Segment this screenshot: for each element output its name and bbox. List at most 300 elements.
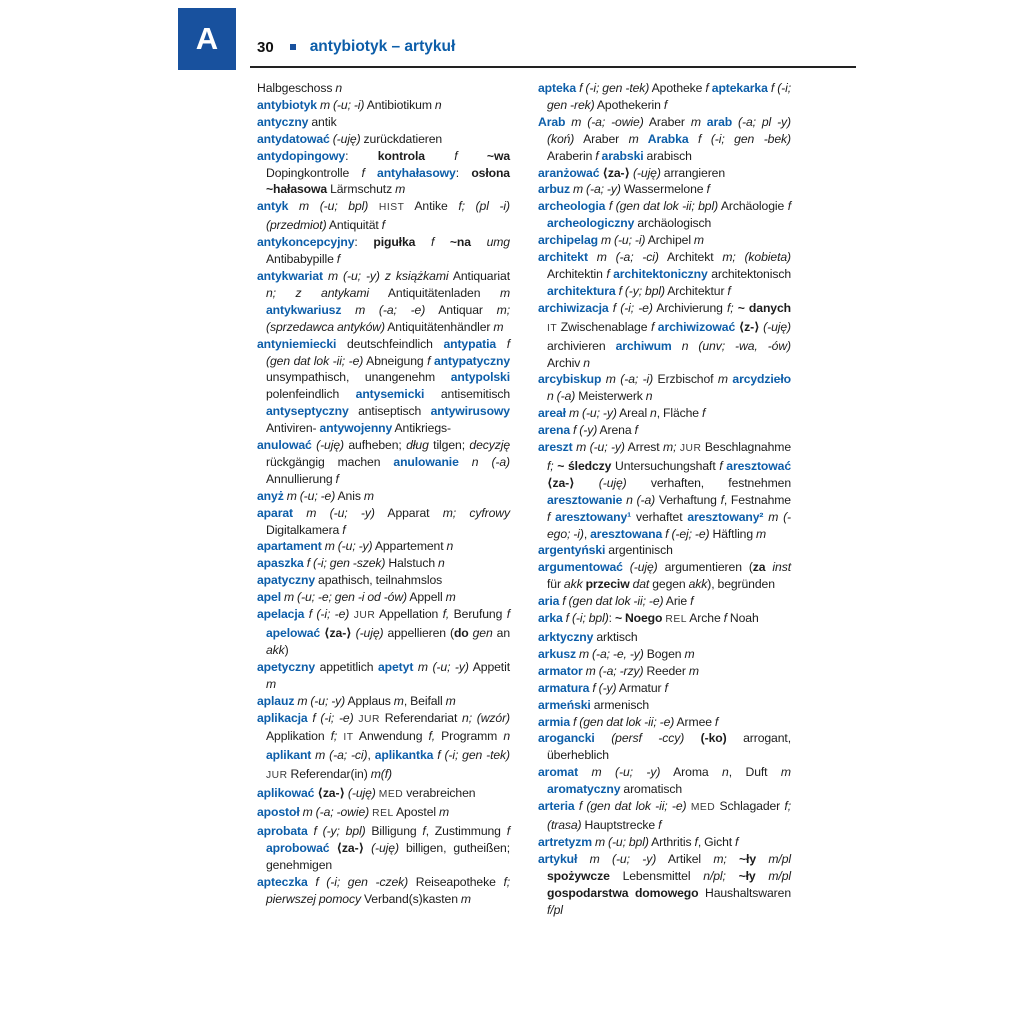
- dictionary-entry: [538, 165, 791, 182]
- entry-text: f; (trasa): [547, 799, 791, 832]
- dictionary-entry: [257, 589, 510, 606]
- entry-text: , Beifall: [403, 693, 446, 708]
- dictionary-entry: [257, 606, 510, 659]
- entry-text: Appartement: [372, 539, 447, 554]
- dictionary-entry: [257, 198, 510, 234]
- entry-text: ,: [583, 526, 591, 541]
- headword: archeologia: [538, 199, 606, 214]
- headword: artretyzm: [538, 834, 592, 849]
- dictionary-entry: [538, 697, 791, 714]
- entry-text: m;: [663, 440, 677, 455]
- headword: antykoncepcyjny: [257, 235, 355, 250]
- entry-text: Reeder: [643, 663, 689, 678]
- dictionary-entry: [257, 572, 510, 589]
- entry-text: f: [664, 680, 668, 695]
- entry-text: , Zustimmung: [425, 823, 507, 838]
- entry-text: m (-u; -y): [565, 406, 617, 421]
- entry-text: rückgängig machen: [266, 454, 394, 469]
- headword: aresztowany¹: [550, 509, 632, 524]
- entry-text: n: [446, 539, 454, 554]
- headword: arbuz: [538, 182, 571, 197]
- entry-text: REL: [662, 614, 687, 626]
- dictionary-entry: [538, 542, 791, 559]
- dictionary-entry: [538, 232, 791, 249]
- headword: aplikant: [266, 748, 312, 763]
- entry-text: Berufung: [449, 607, 507, 622]
- entry-text: f: [723, 611, 727, 626]
- headword: areszt: [538, 440, 573, 455]
- entry-text: f (-i; bpl): [562, 611, 609, 626]
- entry-text: argumentieren (: [657, 560, 753, 575]
- headword: antyseptyczny: [266, 404, 349, 419]
- entry-text: m (-u; -y): [577, 851, 657, 866]
- entry-text: m: [395, 182, 406, 197]
- entry-text: m: [445, 693, 456, 708]
- dictionary-entry: [538, 198, 791, 232]
- entry-text: akk: [563, 577, 583, 592]
- entry-text: Appellation: [375, 607, 443, 622]
- entry-text: f: [787, 199, 791, 214]
- entry-text: dat: [629, 577, 650, 592]
- entry-text: (-uję): [329, 131, 361, 146]
- headword: antyk: [257, 199, 289, 214]
- entry-text: verhaften, festnehmen: [626, 475, 791, 490]
- headword: apelacja: [257, 607, 305, 622]
- entry-text: f: [663, 97, 668, 112]
- headword: apetyczny: [257, 659, 316, 674]
- entry-text: ~ Noego: [614, 611, 663, 626]
- entry-text: f: [720, 492, 724, 507]
- dictionary-entry: [538, 181, 791, 198]
- headword: antywojenny: [319, 421, 393, 436]
- entry-text: n (-a): [458, 454, 510, 469]
- header-rule: [250, 66, 856, 68]
- entry-text: Apotheke: [649, 81, 706, 95]
- entry-text: f (-y): [570, 423, 598, 438]
- entry-text: akk: [266, 642, 285, 657]
- column-left: [257, 80, 510, 918]
- entry-text: ⟨za-⟩: [599, 165, 630, 180]
- dictionary-entry: [257, 804, 510, 823]
- entry-text: f (-y; bpl): [307, 823, 366, 838]
- entry-text: m (-ego; -i): [547, 509, 792, 541]
- entry-text: arabisch: [643, 148, 692, 163]
- entry-text: m (-a; -e, -y): [576, 646, 644, 661]
- entry-text: m: [688, 663, 699, 678]
- entry-text: für: [547, 577, 564, 592]
- entry-text: f: [719, 458, 723, 473]
- entry-text: arrogant, überheblich: [547, 731, 791, 763]
- entry-text: archäologisch: [634, 216, 712, 231]
- headword: apetyt: [377, 659, 414, 674]
- headword: arena: [538, 423, 571, 438]
- entry-text: akk: [688, 577, 708, 592]
- entry-text: ⟨za-⟩: [320, 626, 352, 640]
- entry-text: f: [650, 319, 655, 334]
- headword: arogancki: [538, 731, 595, 746]
- entry-text: m(f): [370, 767, 392, 782]
- headword: antyczny: [257, 114, 309, 129]
- entry-text: Architekt: [658, 250, 723, 265]
- entry-text: Archivierung: [652, 300, 728, 315]
- entry-text: m: [684, 646, 695, 661]
- entry-text: (persf -ccy): [594, 731, 685, 746]
- entry-text: Antiquitätenladen: [369, 285, 500, 300]
- headword: anyż: [257, 488, 284, 503]
- entry-text: m (-a; -rzy): [582, 663, 644, 678]
- entry-text: m: [493, 319, 504, 334]
- headword: arab: [700, 114, 733, 129]
- dictionary-entry: [257, 505, 510, 539]
- headword: antypatia: [443, 336, 497, 351]
- entry-text: zurückdatieren: [360, 131, 443, 146]
- entry-text: n: [503, 729, 510, 744]
- entry-text: m: [756, 526, 767, 541]
- headword: aplikacja: [257, 710, 308, 725]
- headword: aromat: [538, 765, 579, 780]
- entry-text: (-uję): [574, 475, 627, 490]
- entry-text: Bogen: [643, 646, 685, 661]
- headword: areał: [538, 406, 566, 421]
- dictionary-entry: [538, 730, 791, 764]
- entry-text: ~ły: [725, 868, 756, 883]
- entry-text: , Festnahme: [723, 492, 791, 507]
- entry-text: , Duft: [728, 765, 781, 780]
- entry-text: Applikation: [266, 729, 331, 744]
- headword: armatura: [538, 680, 590, 695]
- entry-text: Referendariat: [379, 710, 463, 725]
- headword: apteka: [538, 81, 577, 95]
- entry-text: Schlagader: [715, 799, 785, 814]
- entry-text: aromatisch: [620, 782, 683, 797]
- column-right: [538, 80, 791, 918]
- entry-text: m (-a; -owie): [299, 805, 370, 820]
- entry-text: Billigung: [365, 823, 423, 838]
- entry-text: f: [701, 406, 706, 421]
- entry-text: antiseptisch: [348, 404, 431, 419]
- headword: aptekarka: [708, 81, 768, 95]
- entry-text: f (-i; gen -czek): [307, 874, 409, 889]
- dictionary-entry: [538, 405, 791, 422]
- entry-text: f (-i; gen -tek): [433, 748, 511, 763]
- entry-text: n (-a): [622, 492, 656, 507]
- dictionary-entry: [257, 336, 510, 437]
- dictionary-entry: [257, 97, 510, 114]
- entry-text: Apothekerin: [594, 97, 664, 112]
- entry-text: archivieren: [547, 338, 616, 353]
- entry-text: n: [437, 556, 445, 571]
- dictionary-entry: [538, 249, 791, 300]
- dictionary-entry: [257, 874, 510, 908]
- dictionary-entry: [538, 80, 791, 114]
- entry-text: f: [361, 165, 365, 180]
- entry-text: f: [415, 235, 435, 250]
- headword: aplikować: [257, 786, 315, 801]
- headword: aresztowanie: [547, 492, 623, 507]
- dictionary-entry: [538, 646, 791, 663]
- square-bullet-icon: [290, 44, 296, 50]
- entry-text: m: [693, 233, 704, 248]
- entry-text: f: [735, 834, 739, 849]
- entry-text: Archiv: [547, 355, 584, 370]
- entry-text: architektonisch: [707, 266, 791, 281]
- entry-text: f (-i; gen -tek): [576, 81, 650, 95]
- dictionary-entry: [538, 300, 791, 372]
- entry-text: Abneigung: [363, 353, 428, 368]
- entry-text: f; pierwszej pomocy: [266, 874, 511, 906]
- entry-text: appetitlich: [315, 659, 378, 674]
- entry-text: JUR: [676, 443, 702, 455]
- dictionary-entry: [538, 851, 791, 919]
- entry-text: m: [393, 693, 404, 708]
- entry-text: inst: [765, 560, 791, 575]
- entry-text: MED: [375, 789, 404, 801]
- headword: antypatyczny: [430, 353, 511, 368]
- entry-text: (-ko): [684, 731, 727, 746]
- dictionary-entry: [538, 593, 791, 610]
- entry-text: f (-i; -e): [608, 300, 653, 315]
- entry-text: Arrest: [624, 440, 664, 455]
- entry-text: (-uję): [364, 840, 399, 855]
- headword: arka: [538, 611, 563, 626]
- dictionary-entry: [257, 538, 510, 555]
- entry-text: m (-u; -i): [316, 97, 365, 112]
- entry-text: Antike: [404, 199, 459, 214]
- entry-text: f;: [727, 300, 734, 315]
- entry-text: Archipel: [645, 233, 694, 248]
- entry-text: (-uję): [759, 319, 791, 334]
- text-columns: [257, 80, 791, 918]
- entry-text: f (gen dat lok -ii; bpl): [605, 199, 719, 214]
- entry-text: tilgen;: [428, 438, 470, 453]
- entry-text: JUR: [353, 713, 380, 725]
- dictionary-entry: [257, 785, 510, 804]
- entry-text: m: [363, 488, 374, 503]
- entry-text: kontrola: [377, 148, 425, 163]
- entry-text: Hauptstrecke: [581, 817, 659, 832]
- entry-text: m (-u; -y): [292, 505, 375, 520]
- entry-text: Armee: [674, 714, 715, 729]
- entry-text: Antibiotikum: [364, 97, 435, 112]
- headword: aparat: [257, 505, 293, 520]
- headword: apostoł: [257, 805, 300, 820]
- headword: aromatyczny: [547, 782, 621, 797]
- entry-text: m (-u; -e; gen -i od -ów): [281, 590, 408, 605]
- entry-text: f; (pl -i) (przedmiot): [266, 199, 510, 233]
- entry-text: ~na: [434, 235, 471, 250]
- entry-text: (-uję): [311, 438, 344, 453]
- entry-text: Halbgeschoss: [257, 81, 336, 95]
- entry-text: Archäologie: [718, 199, 788, 214]
- entry-text: f (-i; gen -szek): [303, 556, 386, 571]
- entry-text: f: [424, 148, 458, 163]
- entry-text: unsympathisch, unangenehm: [266, 370, 451, 385]
- entry-text: Arie: [663, 594, 691, 609]
- entry-text: n: [583, 355, 590, 370]
- headword: aplauz: [257, 693, 295, 708]
- entry-text: f,: [428, 729, 436, 744]
- entry-text: Anwendung: [353, 729, 429, 744]
- entry-text: Arthritis: [648, 834, 695, 849]
- headword: aresztowany²: [687, 509, 764, 524]
- entry-text: f (-y): [589, 680, 617, 695]
- entry-text: Meisterwerk: [575, 389, 646, 404]
- entry-text: Araber: [574, 131, 629, 146]
- entry-text: Zwischenablage: [557, 319, 651, 334]
- entry-text: apathisch, teilnahmslos: [315, 573, 443, 588]
- headword: antypolski: [450, 370, 510, 385]
- headword: apteczka: [257, 874, 308, 889]
- entry-text: ⟨z-⟩: [735, 319, 760, 334]
- entry-text: Araberin: [547, 148, 596, 163]
- headword: arcybiskup: [538, 372, 602, 387]
- headword: apaszka: [257, 556, 304, 571]
- dictionary-entry: [257, 437, 510, 488]
- headword: Arabka: [638, 131, 689, 146]
- entry-text: Lebensmittel: [609, 868, 704, 883]
- headword: argumentować: [538, 560, 623, 575]
- entry-text: Apostel: [393, 805, 439, 820]
- entry-text: Antiquität: [326, 218, 382, 233]
- entry-text: Erzbischof: [653, 372, 718, 387]
- entry-text: ⟨za-⟩: [329, 840, 365, 855]
- entry-text: m (-a; -ci): [311, 748, 368, 763]
- entry-text: Noah: [726, 611, 759, 626]
- entry-text: m (-u; -y): [321, 539, 373, 554]
- letter-tab: [178, 8, 236, 70]
- entry-text: ⟨za-⟩: [547, 475, 575, 490]
- entry-text: f: [381, 218, 385, 233]
- entry-text: m (-a; -owie): [565, 114, 644, 129]
- entry-text: m (-a; -e): [341, 302, 426, 317]
- entry-text: m: [266, 676, 277, 691]
- entry-text: Referendar(in): [287, 767, 371, 782]
- entry-text: aufheben;: [343, 438, 407, 453]
- entry-text: Antiviren-: [266, 421, 320, 436]
- entry-text: m; (sprzedawca antyków): [266, 302, 510, 334]
- headword: aresztowana: [590, 526, 663, 541]
- entry-text: m: [628, 131, 639, 146]
- entry-text: f: [705, 81, 709, 95]
- entry-text: arktisch: [593, 630, 638, 644]
- entry-text: :: [354, 235, 374, 250]
- dictionary-entry: [257, 80, 510, 97]
- entry-text: f: [336, 252, 341, 267]
- page-header: [257, 38, 455, 56]
- headword: artykuł: [538, 851, 578, 866]
- entry-text: n: [434, 97, 442, 112]
- entry-text: m (-u; -i): [597, 233, 646, 248]
- entry-text: verabreichen: [403, 786, 476, 801]
- entry-text: Aroma: [660, 765, 723, 780]
- headword: arktyczny: [538, 630, 594, 644]
- entry-text: MED: [686, 802, 716, 814]
- entry-text: Lärmschutz: [327, 182, 396, 197]
- headword: antykwariat: [257, 268, 323, 283]
- dictionary-entry: [538, 559, 791, 593]
- entry-text: przeciw: [582, 577, 630, 592]
- headword: antywirusowy: [430, 404, 510, 419]
- entry-text: Halstuch: [385, 556, 438, 571]
- entry-text: f: [714, 714, 719, 729]
- entry-text: Araber: [643, 114, 691, 129]
- entry-text: Apparat: [374, 505, 443, 520]
- entry-text: ), begründen: [707, 577, 775, 592]
- dictionary-entry: [257, 823, 510, 874]
- headword: architektura: [547, 283, 616, 298]
- entry-text: n: [650, 406, 657, 421]
- entry-text: f: [727, 283, 731, 298]
- headword: archeologiczny: [547, 216, 635, 231]
- entry-text: za: [752, 560, 766, 575]
- dictionary-entry: [538, 371, 791, 405]
- entry-text: Häftling: [709, 526, 757, 541]
- letter-tab-label: A: [195, 21, 219, 56]
- dictionary-entry: [538, 610, 791, 629]
- headword: aprobować: [266, 840, 330, 855]
- entry-text: m: [499, 285, 510, 300]
- entry-text: :: [455, 165, 472, 180]
- entry-text: f (gen dat lok -ii; -e): [570, 714, 675, 729]
- entry-text: Wassermelone: [620, 182, 707, 197]
- entry-text: arrangieren: [660, 165, 726, 180]
- headword: antysemicki: [355, 387, 425, 402]
- entry-text: f: [706, 182, 710, 197]
- headword: archiwum: [615, 338, 672, 353]
- headword: armeński: [538, 697, 591, 712]
- dictionary-entry: [538, 629, 791, 646]
- dictionary-entry: [538, 114, 791, 165]
- headword: aresztować: [722, 458, 791, 473]
- entry-text: m (-a; -y): [570, 182, 621, 197]
- entry-text: Arche: [686, 611, 724, 626]
- headword: armator: [538, 663, 583, 678]
- entry-text: f: [342, 522, 346, 537]
- headword: aplikantka: [374, 748, 434, 763]
- entry-text: n; (wzór): [462, 710, 510, 725]
- entry-text: do: [453, 626, 469, 640]
- entry-text: Haushaltswaren: [698, 885, 791, 900]
- entry-text: m: [460, 891, 471, 906]
- headword: aranżować: [538, 165, 600, 180]
- entry-text: f,: [442, 607, 450, 622]
- dictionary-entry: [538, 834, 791, 851]
- dictionary-entry: [538, 714, 791, 731]
- entry-text: m (-u; bpl): [591, 834, 649, 849]
- entry-text: decyzję: [469, 438, 511, 453]
- entry-text: ~wa: [457, 148, 511, 163]
- entry-text: m: [445, 590, 456, 605]
- entry-text: m (-u; -y): [578, 765, 661, 780]
- headword: anulować: [257, 438, 312, 453]
- entry-text: gen: [468, 626, 493, 640]
- entry-text: JUR: [349, 610, 376, 622]
- entry-text: Verhaftung: [655, 492, 721, 507]
- entry-text: , Gicht: [697, 834, 736, 849]
- headword: apartament: [257, 539, 322, 554]
- entry-text: Programm: [435, 729, 504, 744]
- guide-words: antybiotyk – artykuł: [309, 38, 456, 55]
- entry-text: :: [345, 148, 378, 163]
- entry-text: f: [506, 823, 510, 838]
- entry-text: Reiseapotheke: [408, 874, 504, 889]
- headword: antybiotyk: [257, 97, 317, 112]
- headword: apelować: [266, 626, 321, 640]
- headword: aprobata: [257, 823, 308, 838]
- entry-text: Digitalkamera: [266, 522, 343, 537]
- entry-text: polenfeindlich: [266, 387, 356, 402]
- entry-text: f: [634, 423, 638, 438]
